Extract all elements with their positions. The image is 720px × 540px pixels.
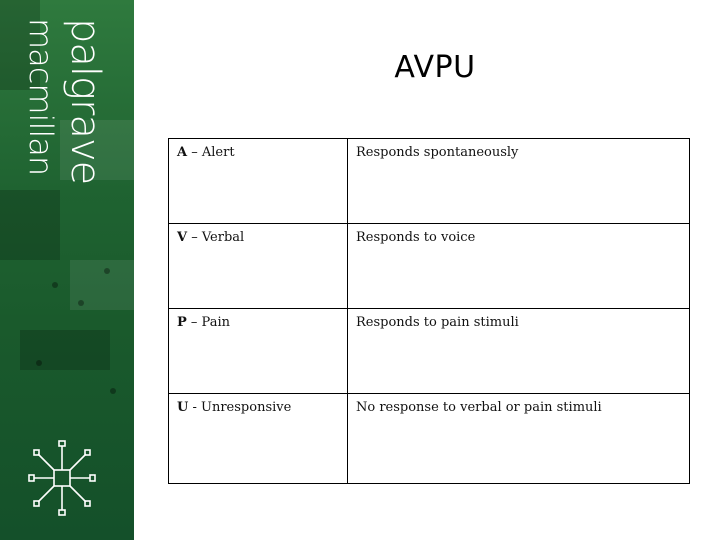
avpu-letter: A (177, 145, 188, 160)
avpu-letter: U (177, 400, 189, 415)
avpu-separator: - (188, 400, 202, 415)
network-node-icon (28, 438, 98, 518)
avpu-term: Unresponsive (201, 400, 292, 415)
avpu-term: Alert (201, 145, 235, 160)
avpu-separator: – (187, 230, 202, 245)
brand-sidebar (0, 0, 134, 540)
avpu-description-cell: Responds spontaneously (348, 139, 690, 224)
avpu-term-cell (169, 139, 348, 224)
avpu-separator: – (186, 315, 202, 330)
table-row (169, 309, 690, 394)
avpu-term-cell (169, 394, 348, 484)
avpu-term-cell (169, 224, 348, 309)
avpu-letter: V (177, 230, 188, 245)
avpu-description-cell: No response to verbal or pain stimuli (348, 394, 690, 484)
avpu-term: Verbal (201, 230, 245, 245)
circuit-dot (104, 268, 110, 274)
brand-name-palgrave: palgrave (62, 18, 108, 185)
circuit-dot (36, 360, 42, 366)
slide-title: AVPU (394, 50, 476, 85)
avpu-description-cell: Responds to pain stimuli (348, 309, 690, 394)
circuit-pattern (20, 330, 110, 370)
avpu-table (168, 138, 690, 484)
avpu-description-cell: Responds to voice (348, 224, 690, 309)
table-row (169, 394, 690, 484)
table-row (169, 224, 690, 309)
circuit-dot (78, 300, 84, 306)
circuit-dot (52, 282, 58, 288)
brand-name-macmillan: macmillan (22, 18, 60, 176)
avpu-letter: P (177, 315, 187, 330)
avpu-term: Pain (201, 315, 230, 330)
avpu-term-cell (169, 309, 348, 394)
avpu-separator: – (187, 145, 202, 160)
circuit-pattern (0, 190, 60, 260)
circuit-dot (110, 388, 116, 394)
brand-logo (22, 18, 108, 188)
table-row (169, 139, 690, 224)
